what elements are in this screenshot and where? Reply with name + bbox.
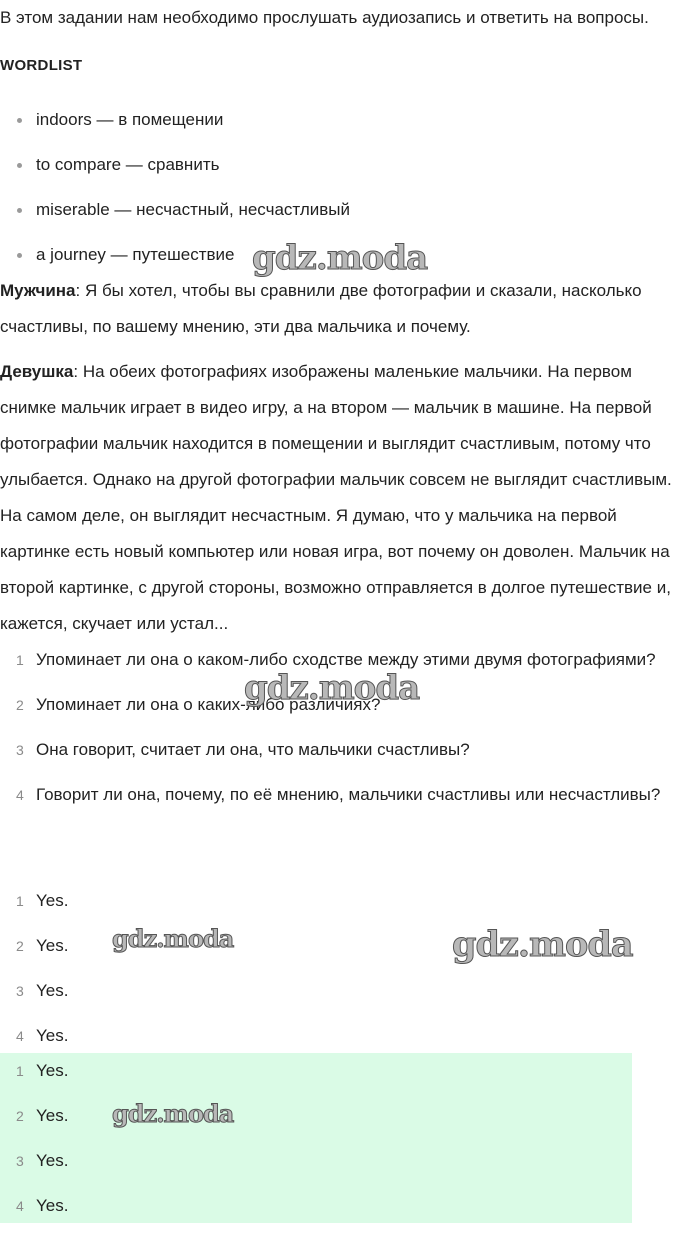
wordlist-item xyxy=(0,147,350,192)
answers-list xyxy=(0,883,680,1063)
watermark-logo: gdz.moda xyxy=(112,1099,234,1128)
wordlist-item xyxy=(0,192,350,237)
wordlist-item xyxy=(0,102,350,147)
answer-item xyxy=(0,1143,680,1188)
question-item xyxy=(0,732,680,768)
bullet-icon xyxy=(17,118,22,123)
highlighted-answers-list xyxy=(0,1053,680,1233)
watermark-logo: gdz.moda xyxy=(244,668,420,708)
answer-number: 1 xyxy=(16,1063,24,1079)
answer-number: 3 xyxy=(16,983,24,999)
watermark-logo: gdz.moda xyxy=(452,924,633,965)
intro-text: В этом задании нам необходимо прослушать аудиозапись и ответить на вопросы. xyxy=(0,8,649,27)
question-text: Упоминает ли она о каких-либо различиях? xyxy=(36,695,381,714)
watermark-logo: gdz.moda xyxy=(252,238,428,278)
answer-text: Yes. xyxy=(36,1196,69,1215)
question-text: Упоминает ли она о каком-либо сходстве между этими двумя фотографиями? xyxy=(36,650,656,669)
answer-item xyxy=(0,1188,680,1233)
answer-number: 1 xyxy=(16,893,24,909)
watermark-logo: gdz.moda xyxy=(112,924,234,953)
wordlist-title: WORDLIST xyxy=(0,57,83,74)
wordlist-item-text: indoors — в помещении xyxy=(36,110,224,129)
bullet-icon xyxy=(17,208,22,213)
answer-number: 3 xyxy=(16,1153,24,1169)
man-text: : Я бы хотел, чтобы вы сравнили две фотографии и сказали, насколько счастливы, по вашему мнению, эти два мальчика и почему. xyxy=(0,281,642,336)
answer-item xyxy=(0,1098,680,1143)
question-item xyxy=(0,777,680,813)
wordlist-item-text: a journey — путешествие xyxy=(36,245,235,264)
wordlist-item-text: miserable — несчастный, несчастливый xyxy=(36,200,350,219)
answer-number: 2 xyxy=(16,1108,24,1124)
answer-text: Yes. xyxy=(36,891,69,910)
answer-item xyxy=(0,973,680,1018)
man-paragraph xyxy=(0,273,680,345)
question-number: 2 xyxy=(16,697,24,713)
answer-number: 4 xyxy=(16,1198,24,1214)
wordlist-item-text: to compare — сравнить xyxy=(36,155,220,174)
answer-text: Yes. xyxy=(36,936,69,955)
answer-text: Yes. xyxy=(36,1061,69,1080)
answer-item xyxy=(0,1053,680,1098)
question-number: 4 xyxy=(16,787,24,803)
answer-number: 4 xyxy=(16,1028,24,1044)
answer-number: 2 xyxy=(16,938,24,954)
man-speaker: Мужчина xyxy=(0,281,76,300)
bullet-icon xyxy=(17,253,22,258)
question-number: 1 xyxy=(16,652,24,668)
girl-paragraph xyxy=(0,354,680,642)
answer-item xyxy=(0,883,680,928)
answer-text: Yes. xyxy=(36,981,69,1000)
girl-speaker: Девушка xyxy=(0,362,74,381)
bullet-icon xyxy=(17,163,22,168)
girl-text: : На обеих фотографиях изображены маленькие мальчики. На первом снимке мальчик играет в видео игру, а на втором — мальчик в машине. На первой фотографии мальчик находится в помещении и выглядит счастливым, потому что улыбается. Однако на другой фотографии мальчик совсем не выглядит счастливым. На самом деле, он выглядит несчастным. Я думаю, что у мальчика на первой картинке есть новый компьютер или новая игра, вот почему он доволен. Мальчик на второй картинке, с другой стороны, возможно отправляется в долгое путешествие и, кажется, скучает или устал... xyxy=(0,362,672,633)
answer-text: Yes. xyxy=(36,1151,69,1170)
answer-text: Yes. xyxy=(36,1026,69,1045)
question-number: 3 xyxy=(16,742,24,758)
answer-text: Yes. xyxy=(36,1106,69,1125)
question-text: Она говорит, считает ли она, что мальчики счастливы? xyxy=(36,740,470,759)
question-text: Говорит ли она, почему, по её мнению, мальчики счастливы или несчастливы? xyxy=(36,785,661,804)
